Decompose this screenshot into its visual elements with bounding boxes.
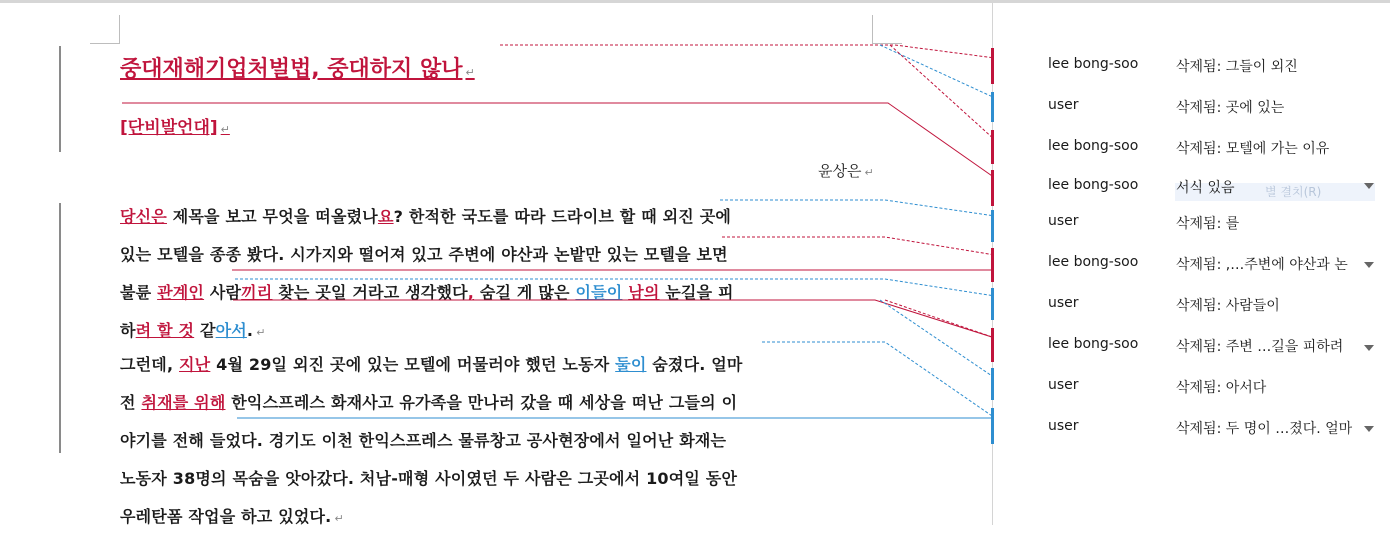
text-run: 사람	[204, 283, 242, 302]
comment-author: user	[1048, 97, 1079, 113]
comment-text: 삭제됨: 곳에 있는	[1176, 100, 1285, 116]
comment-text: 삭제됨: 를	[1176, 216, 1240, 232]
inserted-text: 요	[377, 207, 394, 226]
p2-line-3: 야기를 전해 들었다. 경기도 이천 한익스프레스 물류창고 공사현장에서 일어난 화재는	[120, 431, 727, 450]
connector-line	[722, 237, 995, 255]
comment-author: lee bong-soo	[1048, 56, 1139, 72]
text-run: 한익스프레스 화재사고 유가족을 만나러 갔을 때 세상을 떠난 그들의 이	[225, 393, 738, 412]
comment-author: lee bong-soo	[1048, 138, 1139, 154]
comment-text: 삭제됨: ,…주변에 야산과 논	[1176, 257, 1348, 273]
balloon-marker	[991, 368, 994, 400]
comment-author: user	[1048, 418, 1079, 434]
connector-line	[235, 279, 995, 296]
comment-text: 삭제됨: 사람들이	[1176, 298, 1280, 314]
document-title[interactable]: 중대재해기업처벌법, 중대하지 않나 ↵	[120, 57, 475, 82]
paragraph-mark: ↵	[864, 166, 874, 179]
balloon-marker	[991, 408, 994, 444]
balloon-menu-chevron-down-icon[interactable]	[1364, 183, 1374, 189]
connector-line	[880, 45, 995, 98]
comment-text: 삭제됨: 주변 …길을 피하려	[1176, 339, 1344, 355]
inserted-text: 취재를 위해	[141, 393, 226, 412]
connector-line	[762, 342, 995, 418]
paragraph-mark: ↵	[334, 512, 344, 525]
balloon-menu-chevron-down-icon[interactable]	[1364, 345, 1374, 351]
text-run: 눈길을 피	[659, 283, 734, 302]
comment-author: user	[1048, 213, 1079, 229]
connector-line	[122, 103, 995, 178]
comment-text: 삭제됨: 두 명이 …졌다. 얼마	[1176, 421, 1353, 437]
balloon-marker	[991, 130, 994, 164]
text-run: 하	[120, 321, 136, 340]
inserted-text: ,	[467, 283, 475, 302]
balloon-marker	[991, 210, 994, 242]
balloon-marker	[991, 170, 994, 206]
comment-author: lee bong-soo	[1048, 254, 1139, 270]
text-run: 불륜	[120, 283, 158, 302]
text-run: 숨졌다. 얼마	[646, 355, 743, 374]
comment-author: user	[1048, 295, 1079, 311]
inserted-text: 아서	[215, 321, 247, 340]
comment-text: 삭제됨: 그들이 외진	[1176, 59, 1298, 75]
p1-line-2: 있는 모텔을 종종 봤다. 시가지와 떨어져 있고 주변에 야산과 논밭만 있는 모텔을 보면	[120, 245, 728, 264]
connector-line	[890, 45, 995, 140]
text-run: 같	[194, 321, 216, 340]
comment-text: 서식 있음	[1176, 180, 1235, 196]
text-run: 숨길 게 많은	[474, 283, 576, 302]
inserted-text: 려 할 것	[135, 321, 195, 340]
paragraph-mark: ↵	[220, 123, 230, 136]
balloon-menu-chevron-down-icon[interactable]	[1364, 426, 1374, 432]
text-run: 제목을 보고 무엇을 떠올렸나	[166, 207, 378, 226]
text-run: 전	[120, 393, 142, 412]
connector-line	[880, 300, 995, 378]
inserted-text: 이들이	[575, 283, 623, 302]
inserted-text: 둘이	[615, 355, 647, 374]
balloon-menu-chevron-down-icon[interactable]	[1364, 262, 1374, 268]
comment-author: lee bong-soo	[1048, 336, 1139, 352]
text-run: 찾는 곳일 거라고 생각했다	[272, 283, 468, 302]
inserted-text: 남의	[628, 283, 660, 302]
connector-line	[720, 200, 995, 216]
document-subtitle[interactable]: [단비발언대] ↵	[120, 118, 230, 138]
text-run: 그런데,	[120, 355, 180, 374]
connector-line	[233, 300, 995, 338]
paragraph-mark: ↵	[465, 66, 475, 79]
inserted-text: 관계인	[157, 283, 205, 302]
text-run: 4월 29일 외진 곳에 있는 모텔에 머물러야 했던 노동자	[210, 355, 616, 374]
author-byline[interactable]: 윤상은 ↵	[818, 162, 874, 180]
inserted-text: 지난	[179, 355, 211, 374]
balloon-marker	[991, 92, 994, 122]
comment-author: lee bong-soo	[1048, 177, 1139, 193]
text-run: 우레탄폼 작업을 하고 있었다.	[120, 507, 332, 526]
p2-line-4: 노동자 38명의 목숨을 앗아갔다. 처남-매형 사이였던 두 사람은 그곳에서 10여일 동안	[120, 469, 738, 488]
text-run: .	[246, 321, 254, 340]
connector-line	[500, 45, 995, 58]
ghost-menu-hint: 별 결치(R)	[1175, 183, 1375, 201]
inserted-text: 당신은	[120, 207, 167, 226]
balloon-marker	[991, 328, 994, 362]
text-run: ? 한적한 국도를 따라 드라이브 할 때 외진 곳에	[393, 207, 732, 226]
comment-author: user	[1048, 377, 1079, 393]
balloon-marker	[991, 288, 994, 320]
paragraph-mark: ↵	[256, 326, 266, 339]
comment-text: 삭제됨: 아서다	[1176, 380, 1267, 396]
balloon-marker	[991, 48, 994, 84]
comment-text: 삭제됨: 모텔에 가는 이유	[1176, 141, 1330, 157]
inserted-text: 끼리	[241, 283, 273, 302]
balloon-marker	[991, 248, 994, 282]
